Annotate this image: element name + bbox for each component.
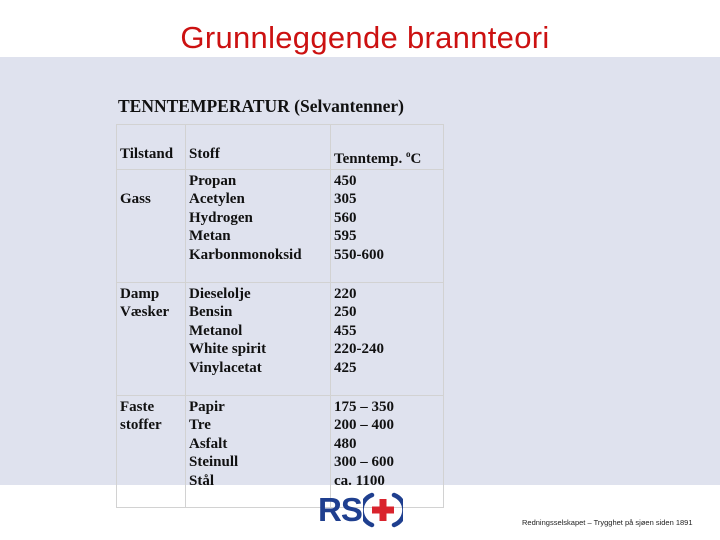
substance-name: Metanol (189, 322, 243, 339)
header-substance: Stoff (186, 125, 331, 170)
temperature-cell-gas (331, 169, 444, 282)
rs-logo (318, 492, 403, 528)
substance-name: White spirit (189, 341, 267, 358)
temperature-value: 450 (334, 172, 357, 189)
temperature-cell-vapour-liquids (331, 282, 444, 395)
substance-cell-solids (186, 395, 331, 507)
temperature-value: 480 (334, 435, 357, 452)
substance-name: Karbonmonoksid (189, 246, 302, 263)
substance-name: Hydrogen (189, 209, 253, 226)
state-cell-vapour-liquids (117, 282, 186, 395)
temperature-value: 595 (334, 228, 357, 245)
substance-name: Papir (189, 398, 225, 415)
header-temperature (331, 125, 444, 170)
table-row-vapour-liquids (117, 282, 444, 395)
header-temp-unit: C (410, 151, 422, 167)
logo-text: RS (318, 491, 362, 528)
temperature-value: ca. 1100 (334, 472, 385, 489)
substance-name: Steinull (189, 454, 239, 471)
substance-name: Dieselolje (189, 285, 251, 302)
substance-name: Bensin (189, 304, 233, 321)
state-cell-solids (117, 395, 186, 507)
temperature-value: 560 (334, 209, 357, 226)
rs-cross-logo-icon (363, 492, 403, 528)
temperature-value: 305 (334, 191, 357, 208)
temperature-value: 175 – 350 (334, 398, 394, 415)
temperature-value: 220-240 (334, 341, 384, 358)
substance-name: Vinylacetat (189, 359, 262, 376)
state-cell-gas (117, 169, 186, 282)
table-heading: TENNTEMPERATUR (Selvantenner) (118, 96, 404, 116)
table-row-gas (117, 169, 444, 282)
substance-name: Metan (189, 228, 231, 245)
slide-title: Grunnleggende brannteori (180, 20, 550, 55)
substance-name: Tre (189, 417, 211, 434)
temperature-value: 200 – 400 (334, 417, 394, 434)
temperature-value: 300 – 600 (334, 454, 394, 471)
table-header-row (117, 125, 444, 170)
substance-name: Stål (189, 472, 215, 489)
state-label: Damp (120, 285, 160, 302)
footer-text: Redningsselskapet – Trygghet på sjøen siden 1891 (522, 518, 693, 527)
table-row-solids (117, 395, 444, 507)
state-label: stoffer (120, 417, 162, 434)
substance-name: Acetylen (189, 191, 245, 208)
state-label: Gass (120, 191, 151, 208)
substance-name: Asfalt (189, 435, 228, 452)
substance-cell-vapour-liquids (186, 282, 331, 395)
state-label: Faste (120, 398, 155, 415)
header-temp-degree: o (405, 149, 411, 159)
header-temp-prefix: Tenntemp. (334, 151, 403, 167)
header-state: Tilstand (117, 125, 186, 170)
state-label: Væsker (120, 304, 170, 321)
temperature-value: 425 (334, 359, 357, 376)
substance-name: Propan (189, 172, 237, 189)
temperature-value: 550-600 (334, 246, 384, 263)
ignition-temperature-table (116, 124, 444, 508)
temperature-value: 455 (334, 322, 357, 339)
temperature-value: 250 (334, 304, 357, 321)
substance-cell-gas (186, 169, 331, 282)
temperature-value: 220 (334, 285, 357, 302)
